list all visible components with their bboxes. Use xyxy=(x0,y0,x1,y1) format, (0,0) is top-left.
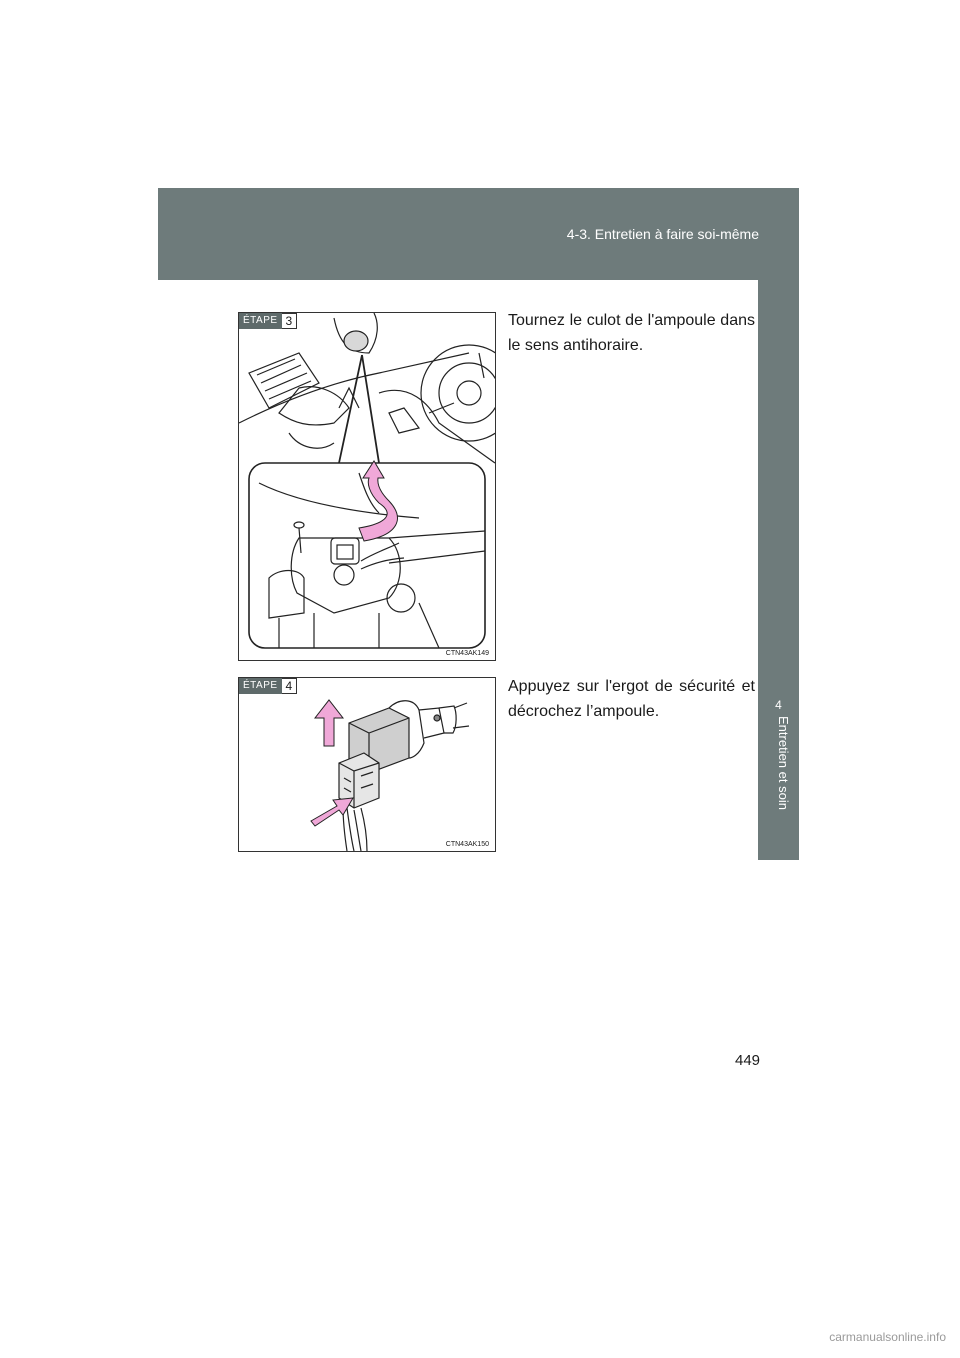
step-3-instruction: Tournez le culot de l'ampoule dans le sens antihoraire. xyxy=(508,312,755,354)
step-label: ÉTAPE xyxy=(239,678,282,694)
step-3-badge xyxy=(239,313,297,329)
section-title: 4-3. Entretien à faire soi-même xyxy=(566,226,759,242)
step-4-badge xyxy=(239,678,297,694)
bulb-removal-illustration xyxy=(239,678,495,851)
figure-code: CTN43AK150 xyxy=(445,841,489,848)
step-label: ÉTAPE xyxy=(239,313,282,329)
chapter-title: Entretien et soin xyxy=(776,716,791,810)
watermark: carmanualsonline.info xyxy=(829,1330,946,1344)
step-number: 3 xyxy=(282,313,298,329)
headlight-socket-illustration xyxy=(239,313,495,660)
chapter-number: 4 xyxy=(775,698,782,712)
step-3-figure xyxy=(238,312,496,661)
section-header xyxy=(158,188,799,280)
step-4-instruction: Appuyez sur l'ergot de sécurité et décrochez l’ampoule. xyxy=(508,678,755,720)
step-number: 4 xyxy=(282,678,298,694)
figure-code: CTN43AK149 xyxy=(445,650,489,657)
step-4-figure xyxy=(238,677,496,852)
page-number: 449 xyxy=(735,1052,761,1069)
